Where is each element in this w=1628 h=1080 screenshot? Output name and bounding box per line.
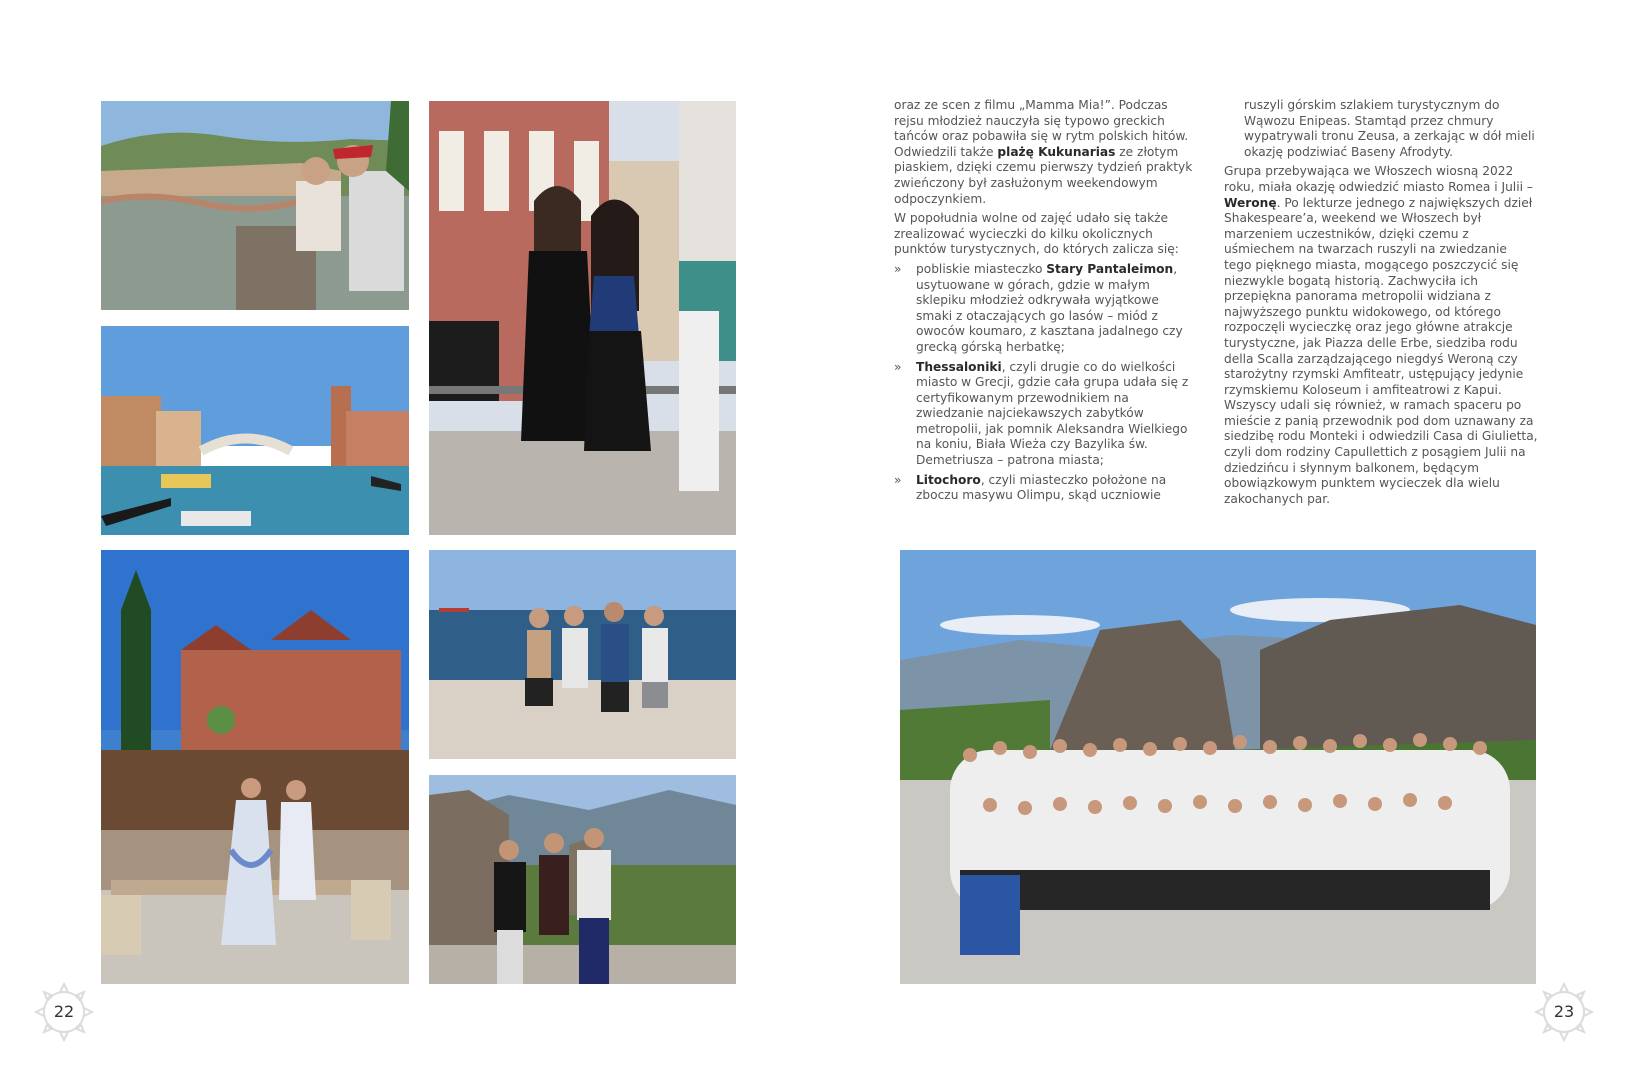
text-column-1 — [894, 98, 1198, 508]
page-number-text: 23 — [1553, 1002, 1575, 1021]
photo-seaside-group — [429, 550, 736, 759]
page-number-text: 22 — [53, 1002, 75, 1021]
text-span: pobliskie miasteczko — [916, 261, 1047, 276]
page-number-right — [1532, 980, 1596, 1044]
excursion-list — [894, 262, 1198, 504]
text-column-2 — [1224, 98, 1538, 511]
text-span: Grupa przebywająca we Włoszech wiosną 2022 roku, miała okazję odwiedzić miasto Romea i Julii – — [1224, 164, 1533, 194]
bold-place-litochoro: Litochoro — [916, 472, 981, 487]
photo-meteora-boys — [429, 775, 736, 984]
text-span: , czyli drugie co do wielkości miasto w Grecji, gdzie cała grupa udała się z certyfikowanym przewodnikiem na zwiedzanie najciekawszych zabytków metropolii, jak pomnik Aleksandra Wielkiego na koniu, Biała Wieża czy Bazylika św. Demetriusza – patrona miasta; — [916, 359, 1189, 468]
text-span: , czyli miasteczko położone na zboczu masywu Olimpu, skąd uczniowie — [916, 472, 1167, 503]
paragraph-verona — [1224, 164, 1538, 507]
paragraph-continuation: ruszyli górskim szlakiem turystycznym do Wąwozu Enipeas. Stamtąd przez chmury wypatrywali tronu Zeusa, a zerkając w dół mieli okazję podziwiać Baseny Afrodyty. — [1244, 98, 1535, 159]
bold-place-werona: Weronę — [1224, 195, 1277, 210]
list-item — [894, 360, 1198, 469]
photo-venice-canal — [101, 326, 409, 535]
photo-venice-girls — [429, 101, 736, 535]
bullet-marker: » — [894, 359, 902, 374]
text-span: , usytuowane w górach, gdzie w małym sklepiku młodzież odkrywała wyjątkowe smaki z otaczających go lasów – miód z owoców koumaro, z kasztana jadalnego czy grecką górską herbatkę; — [916, 261, 1183, 354]
list-item — [894, 473, 1198, 504]
photo-verona-boys — [101, 101, 409, 310]
bold-place-kukunarias: plażę Kukunarias — [997, 144, 1116, 159]
photo-meteora-group — [900, 550, 1536, 984]
bullet-marker: » — [894, 261, 902, 276]
text-span: ze złotym piaskiem, dzięki czemu pierwszy tydzień praktyk zwieńczony był zasłużonym weekendowym odpoczynkiem. — [894, 144, 1193, 206]
text-span: . Po lekturze jednego z największych dzieł Shakespeare’a, weekend we Włoszech był marzeniem uczestników, dzięki czemu z uśmiechem na twarzach ruszyli na zwiedzanie tego pięknego miasta, mogącego poszczycić się niezwykle bogatą historią. Zachwyciła ich przepiękna panorama metropolii widziana z najwyższego punktu widokowego, od którego rozpoczęli wycieczkę oraz jego główne atrakcje turystyczne, jak Piazza delle Erbe, siedziba rodu della Scalla zarządzającego niegdyś Weroną czy starożytny rzymski Amfiteatr, ustępujący jedynie rzymskiemu Koloseum i amfiteatrowi z Kapui. Wszyscy udali się również, w ramach spaceru po mieście z panią przewodnik pod dom uznawany za siedzibę rodu Monteki i odwiedzili Casa di Giulietta, czyli dom rodziny Capullettich z posągiem Julii na dziedzińcu i słynnym balkonem, będącym obowiązkowym punktem wycieczek dla wielu zakochanych par. — [1224, 195, 1538, 506]
photo-monastery-bench — [101, 550, 409, 984]
bullet-marker: » — [894, 472, 902, 487]
bold-place-stary-pantaleimon: Stary Pantaleimon — [1046, 261, 1174, 276]
text-span: oraz ze scen z filmu „Mamma Mia!”. Podczas rejsu młodzież nauczyła się typowo greckich tańców oraz pobawiła się w rytm polskich hitów. Odwiedzili także — [894, 98, 1189, 159]
page-number-left — [32, 980, 96, 1044]
paragraph-excursions: W popołudnia wolne od zajęć udało się także zrealizować wycieczki do kilku okolicznych punktów turystycznych, do których zalicza się: — [894, 211, 1179, 257]
list-item — [894, 262, 1198, 356]
bold-place-thessaloniki: Thessaloniki — [916, 359, 1002, 374]
paragraph-intro — [894, 98, 1198, 207]
